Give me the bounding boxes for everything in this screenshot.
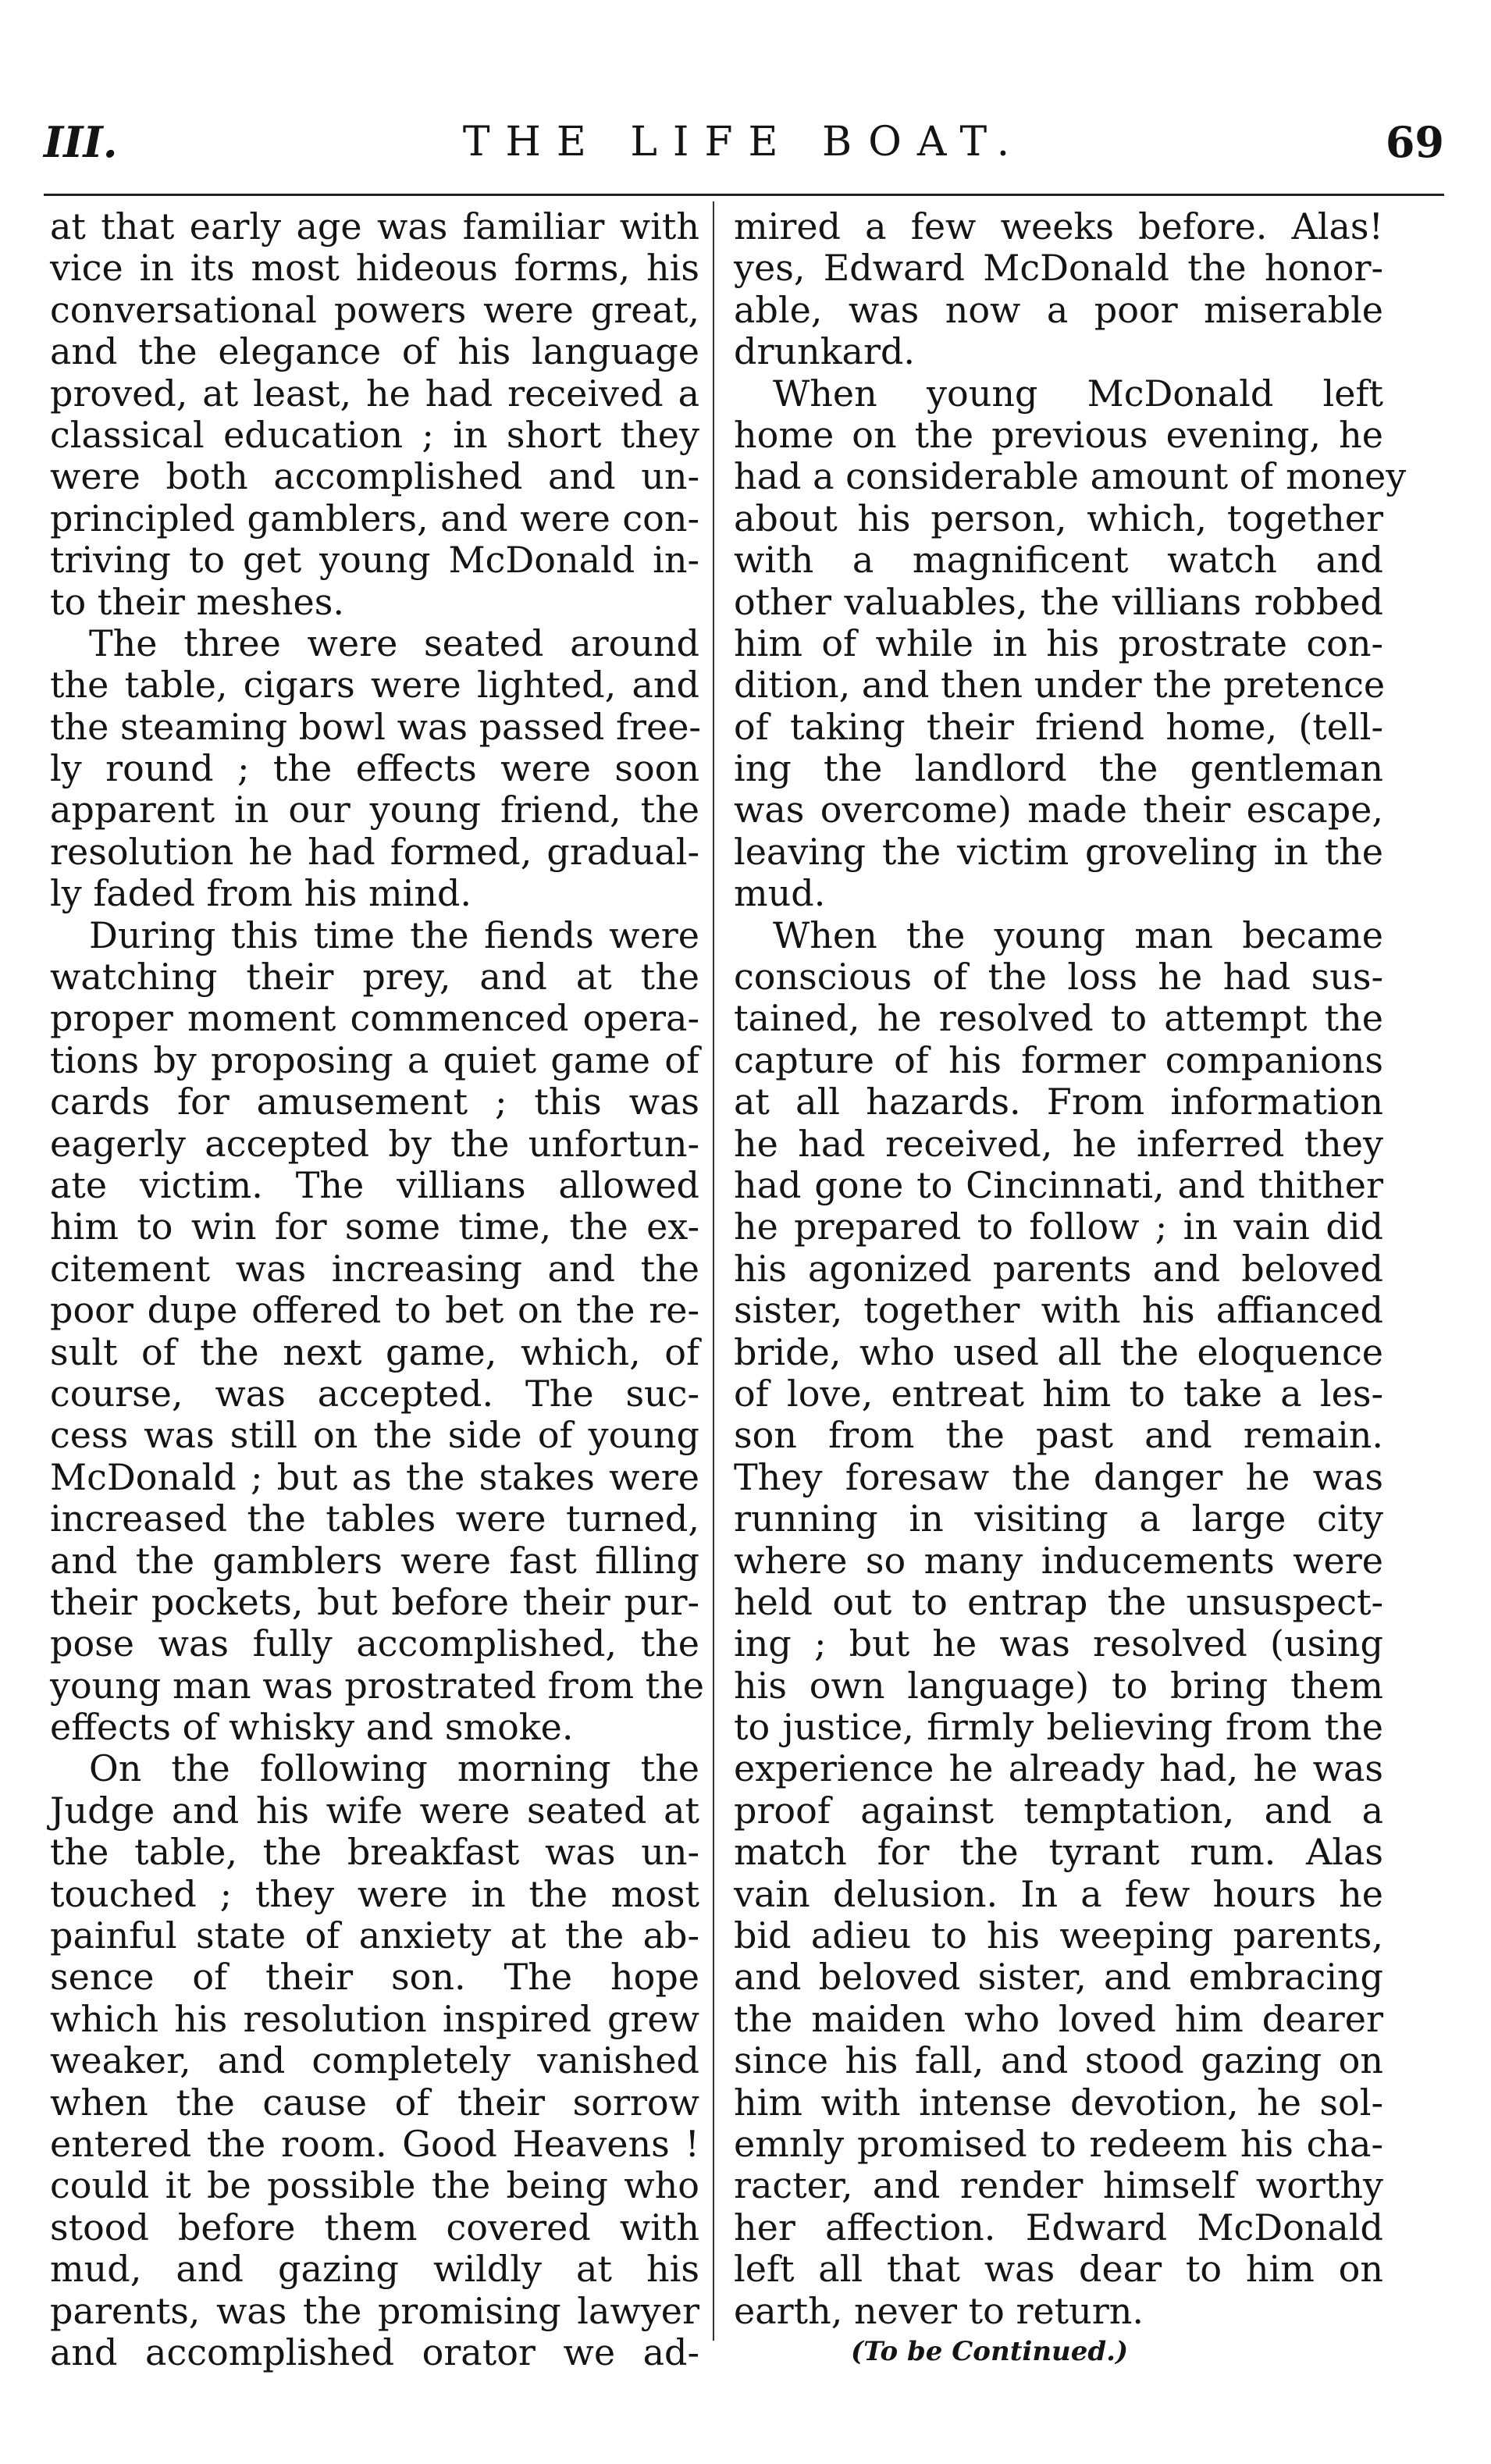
text-line: was overcome) made their escape, [734, 789, 1383, 831]
text-line: were both accomplished and un- [50, 455, 699, 498]
text-line: parents, was the promising lawyer [50, 2289, 699, 2332]
text-line: yes, Edward McDonald the honor- [734, 247, 1383, 290]
text-line: ate victim. The villians allowed [50, 1163, 699, 1206]
text-line: home on the previous evening, he [734, 413, 1383, 456]
text-line: On the following morning the [89, 1747, 699, 1790]
text-line: leaving the victim groveling in the [734, 830, 1383, 873]
column-divider [713, 201, 714, 2341]
text-line: vice in its most hideous forms, his [50, 247, 699, 290]
text-line: and the elegance of his language [50, 330, 699, 373]
text-line: to their meshes. [50, 580, 344, 623]
text-line: of taking their friend home, (tell- [734, 705, 1383, 748]
text-line: at all hazards. From information [734, 1081, 1383, 1123]
text-line: proper moment commenced opera- [50, 997, 699, 1040]
running-header [44, 117, 1444, 187]
text-line: match for the tyrant rum. Alas [734, 1831, 1383, 1874]
text-line: his agonized parents and beloved [734, 1247, 1383, 1290]
text-line: citement was increasing and the [50, 1247, 699, 1290]
text-line: mud, and gazing wildly at his [50, 2248, 699, 2291]
text-line: him of while in his prostrate con- [734, 621, 1383, 664]
text-line: proved, at least, he had received a [50, 372, 699, 415]
text-line: The three were seated around [89, 621, 699, 664]
text-line: pose was fully accomplished, the [50, 1622, 699, 1665]
text-line: conscious of the loss he had sus- [734, 956, 1383, 999]
text-line: course, was accepted. The suc- [50, 1372, 699, 1415]
text-line: ing ; but he was resolved (using [734, 1622, 1383, 1665]
text-line: their pockets, but before their pur- [50, 1580, 699, 1623]
text-line: watching their prey, and at the [50, 956, 699, 999]
left-column [50, 205, 705, 2373]
page-number: 69 [1385, 117, 1444, 167]
text-line: bride, who used all the eloquence [734, 1330, 1383, 1373]
continued-note: (To be Continued.) [851, 2336, 1129, 2367]
text-line: other valuables, the villians robbed [734, 580, 1383, 623]
text-line: sence of their son. The hope [50, 1956, 699, 1999]
right-column [734, 205, 1407, 2332]
text-line: earth, never to return. [734, 2289, 1144, 2332]
text-line: the table, the breakfast was un- [50, 1831, 699, 1874]
text-line: principled gamblers, and were con- [50, 497, 699, 539]
text-line: During this time the fiends were [89, 913, 699, 956]
text-line: stood before them covered with [50, 2206, 699, 2249]
text-line: since his fall, and stood gazing on [734, 2039, 1383, 2082]
text-line: with a magnificent watch and [734, 539, 1383, 582]
text-line: eagerly accepted by the unfortun- [50, 1122, 699, 1165]
text-line: and the gamblers were fast filling [50, 1539, 699, 1582]
text-line: he had received, he inferred they [734, 1122, 1383, 1165]
text-line: ing the landlord the gentleman [734, 747, 1383, 790]
text-line: ly faded from his mind. [50, 872, 472, 915]
text-line: and beloved sister, and embracing [734, 1956, 1383, 1999]
text-line: proof against temptation, and a [734, 1789, 1383, 1832]
text-line: her affection. Edward McDonald [734, 2206, 1383, 2249]
text-line: the maiden who loved him dearer [734, 1997, 1383, 2040]
text-line: conversational powers were great, [50, 288, 699, 331]
text-line: capture of his former companions [734, 1038, 1383, 1081]
text-line: sister, together with his affianced [734, 1289, 1383, 1332]
text-line: weaker, and completely vanished [50, 2039, 699, 2082]
text-line: had a considerable amount of money [734, 455, 1407, 498]
text-line: could it be possible the being who [50, 2164, 699, 2207]
text-line: When young McDonald left [773, 372, 1383, 415]
text-line: Judge and his wife were seated at [50, 1789, 699, 1832]
text-line: When the young man became [773, 913, 1383, 956]
text-line: running in visiting a large city [734, 1497, 1383, 1540]
chapter-number: III. [44, 117, 118, 167]
text-line: the steaming bowl was passed free- [50, 705, 701, 748]
header-rule [44, 194, 1444, 196]
text-line: him with intense devotion, he sol- [734, 2081, 1383, 2124]
text-line: about his person, which, together [734, 497, 1383, 539]
text-line: resolution he had formed, gradual- [50, 830, 699, 873]
text-line: mud. [734, 872, 826, 915]
text-line: held out to entrap the unsuspect- [734, 1580, 1383, 1623]
text-line: left all that was dear to him on [734, 2248, 1383, 2291]
text-line: McDonald ; but as the stakes were [50, 1455, 699, 1498]
text-line: cess was still on the side of young [50, 1414, 699, 1457]
text-line: touched ; they were in the most [50, 1872, 699, 1915]
text-line: apparent in our young friend, the [50, 789, 699, 831]
text-line: young man was prostrated from the [50, 1664, 705, 1707]
text-line: increased the tables were turned, [50, 1497, 699, 1540]
text-line: he prepared to follow ; in vain did [734, 1205, 1383, 1248]
text-line: experience he already had, he was [734, 1747, 1383, 1790]
text-line: where so many inducements were [734, 1539, 1383, 1582]
text-line: the table, cigars were lighted, and [50, 664, 699, 707]
text-line: which his resolution inspired grew [50, 1997, 699, 2040]
text-line: vain delusion. In a few hours he [734, 1872, 1383, 1915]
text-line: painful state of anxiety at the ab- [50, 1914, 699, 1957]
text-line: of love, entreat him to take a les- [734, 1372, 1383, 1415]
text-line: tained, he resolved to attempt the [734, 997, 1383, 1040]
text-line: effects of whisky and smoke. [50, 1706, 574, 1749]
text-line: at that early age was familiar with [50, 205, 699, 247]
text-line: mired a few weeks before. Alas! [734, 205, 1383, 247]
text-line: when the cause of their sorrow [50, 2081, 699, 2124]
text-line: They foresaw the danger he was [734, 1455, 1383, 1498]
text-line: and accomplished orator we ad- [50, 2330, 699, 2373]
text-line: dition, and then under the pretence [734, 664, 1386, 707]
text-line: classical education ; in short they [50, 413, 699, 456]
text-line: had gone to Cincinnati, and thither [734, 1163, 1383, 1206]
text-line: cards for amusement ; this was [50, 1081, 699, 1123]
text-line: ly round ; the effects were soon [50, 747, 699, 790]
text-line: entered the room. Good Heavens ! [50, 2122, 699, 2165]
text-line: sult of the next game, which, of [50, 1330, 699, 1373]
text-line: bid adieu to his weeping parents, [734, 1914, 1383, 1957]
page-title: THE LIFE BOAT. [462, 119, 1026, 166]
text-line: his own language) to bring them [734, 1664, 1383, 1707]
text-line: son from the past and remain. [734, 1414, 1383, 1457]
text-line: poor dupe offered to bet on the re- [50, 1289, 699, 1332]
text-line: tions by proposing a quiet game of [50, 1038, 699, 1081]
text-line: drunkard. [734, 330, 916, 373]
text-line: to justice, firmly believing from the [734, 1706, 1383, 1749]
text-line: racter, and render himself worthy [734, 2164, 1383, 2207]
text-line: triving to get young McDonald in- [50, 539, 699, 582]
text-line: able, was now a poor miserable [734, 288, 1383, 331]
text-line: him to win for some time, the ex- [50, 1205, 699, 1248]
text-line: emnly promised to redeem his cha- [734, 2122, 1383, 2165]
